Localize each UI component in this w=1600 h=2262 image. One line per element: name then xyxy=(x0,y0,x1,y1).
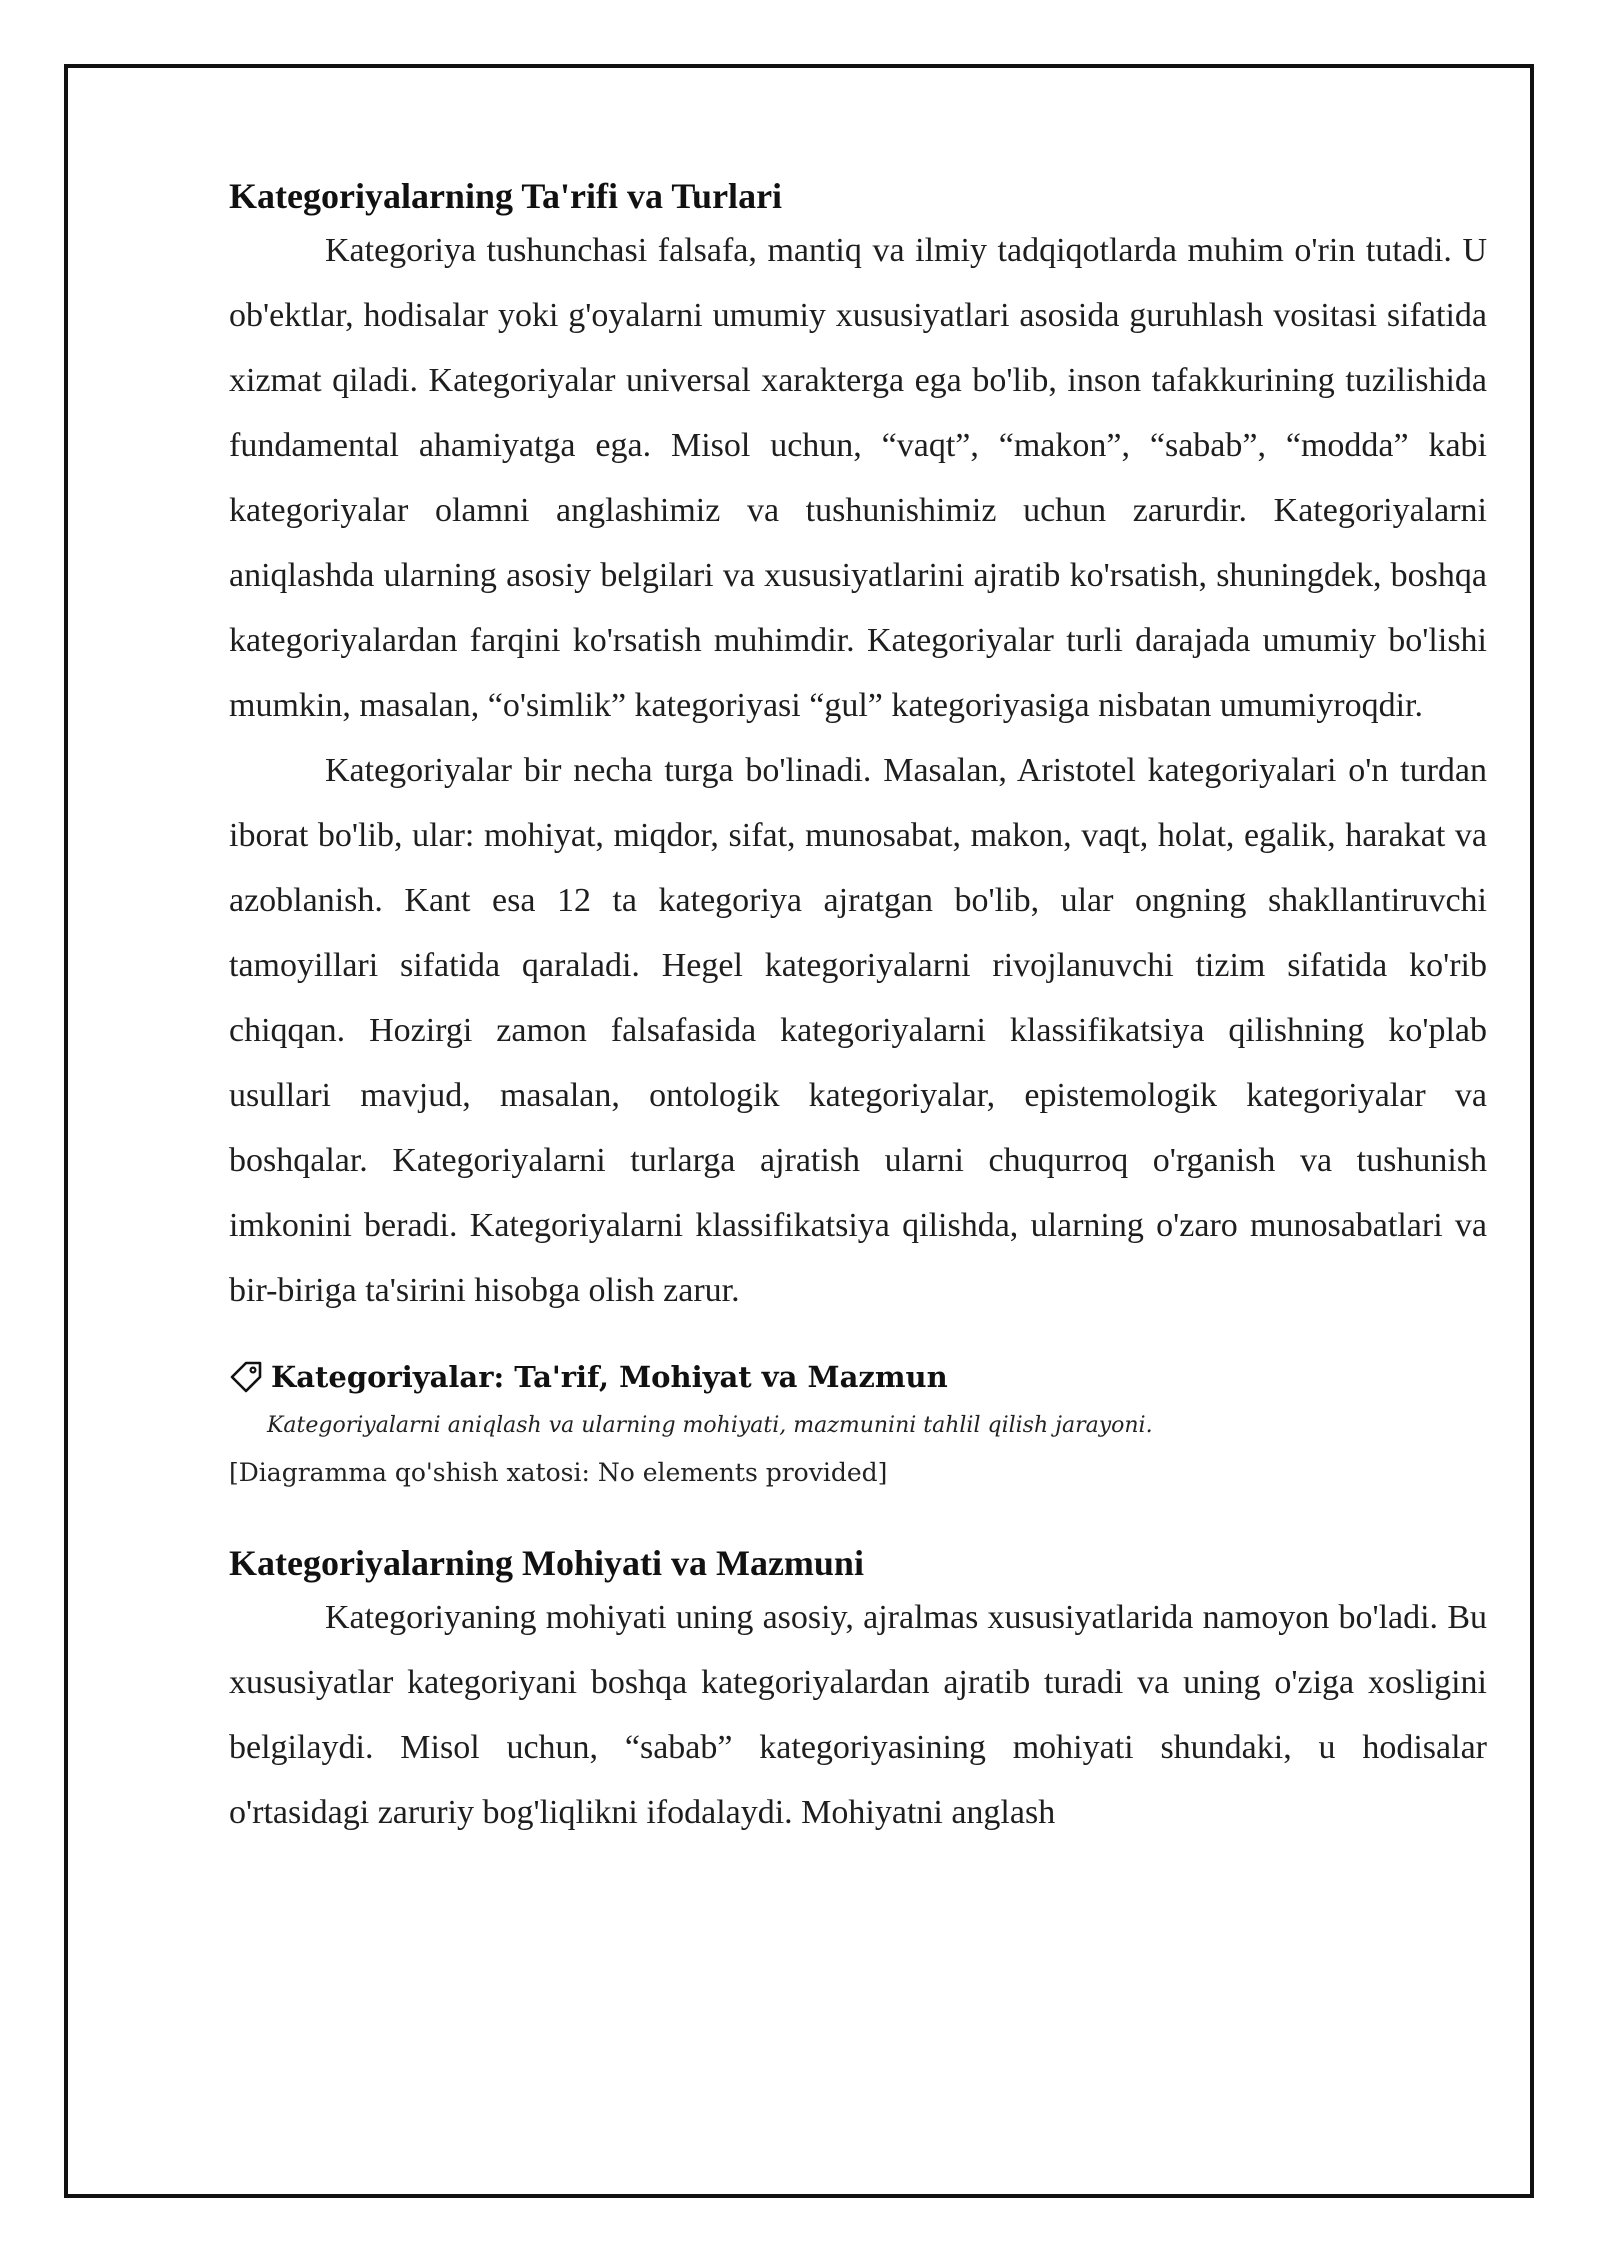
document-content xyxy=(229,170,1487,1845)
section-heading-definition-types: Kategoriyalarning Ta'rifi va Turlari xyxy=(229,176,783,216)
diagram-error-message: [Diagramma qo'shish xatosi: No elements provided] xyxy=(229,1458,888,1487)
paragraph-types: Kategoriyalar bir necha turga bo'linadi. Masalan, Aristotel kategoriyalari o'n turdan iborat bo'lib, ular: mohiyat, miqdor, sifat, munosabat, makon, vaqt, holat, egalik, harakat va azoblanish. Kant esa 12 ta kategoriya ajratgan bo'lib, ular ongning shakllantiruvchi tamoyillari sifatida qaraladi. Hegel kategoriyalarni rivojlanuvchi tizim sifatida ko'rib chiqqan. Hozirgi zamon falsafasida kategoriyalarni klassifikatsiya qilishning ko'plab usullari mavjud, masalan, ontologik kategoriyalar, epistemologik kategoriyalar va boshqalar. Kategoriyalarni turlarga ajratish ularni chuqurroq o'rganish va tushunish imkonini beradi. Kategoriyalarni klassifikatsiya qilishda, ularning o'zaro munosabatlari va bir-biriga ta'sirini hisobga olish zarur. xyxy=(229,752,1487,1309)
tag-icon xyxy=(229,1360,263,1394)
diagram-callout xyxy=(229,1357,1487,1491)
callout-title-row xyxy=(229,1357,1487,1397)
section-heading-essence-content: Kategoriyalarning Mohiyati va Mazmuni xyxy=(229,1543,864,1583)
paragraph-definition: Kategoriya tushunchasi falsafa, mantiq va ilmiy tadqiqotlarda muhim o'rin tutadi. U ob'ektlar, hodisalar yoki g'oyalarni umumiy xususiyatlari asosida guruhlash vositasi sifatida xizmat qiladi. Kategoriyalar universal xarakterga ega bo'lib, inson tafakkurining tuzilishida fundamental ahamiyatga ega. Misol uchun, “vaqt”, “makon”, “sabab”, “modda” kabi kategoriyalar olamni anglashimiz va tushunishimiz uchun zarurdir. Kategoriyalarni aniqlashda ularning asosiy belgilari va xususiyatlarini ajratib ko'rsatish, shuningdek, boshqa kategoriyalardan farqini ko'rsatish muhimdir. Kategoriyalar turli darajada umumiy bo'lishi mumkin, masalan, “o'simlik” kategoriyasi “gul” kategoriyasiga nisbatan umumiyroqdir. xyxy=(229,232,1487,724)
callout-title: Kategoriyalar: Ta'rif, Mohiyat va Mazmun xyxy=(271,1360,948,1394)
paragraph-essence: Kategoriyaning mohiyati uning asosiy, ajralmas xususiyatlarida namoyon bo'ladi. Bu xususiyatlar kategoriyani boshqa kategoriyalardan ajratib turadi va uning o'ziga xosligini belgilaydi. Misol uchun, “sabab” kategoriyasining mohiyati shundaki, u hodisalar o'rtasidagi zaruriy bog'liqlikni ifodalaydi. Mohiyatni anglash xyxy=(229,1599,1487,1831)
callout-subtitle: Kategoriyalarni aniqlash va ularning mohiyati, mazmunini tahlil qilish jarayoni. xyxy=(267,1413,1153,1438)
